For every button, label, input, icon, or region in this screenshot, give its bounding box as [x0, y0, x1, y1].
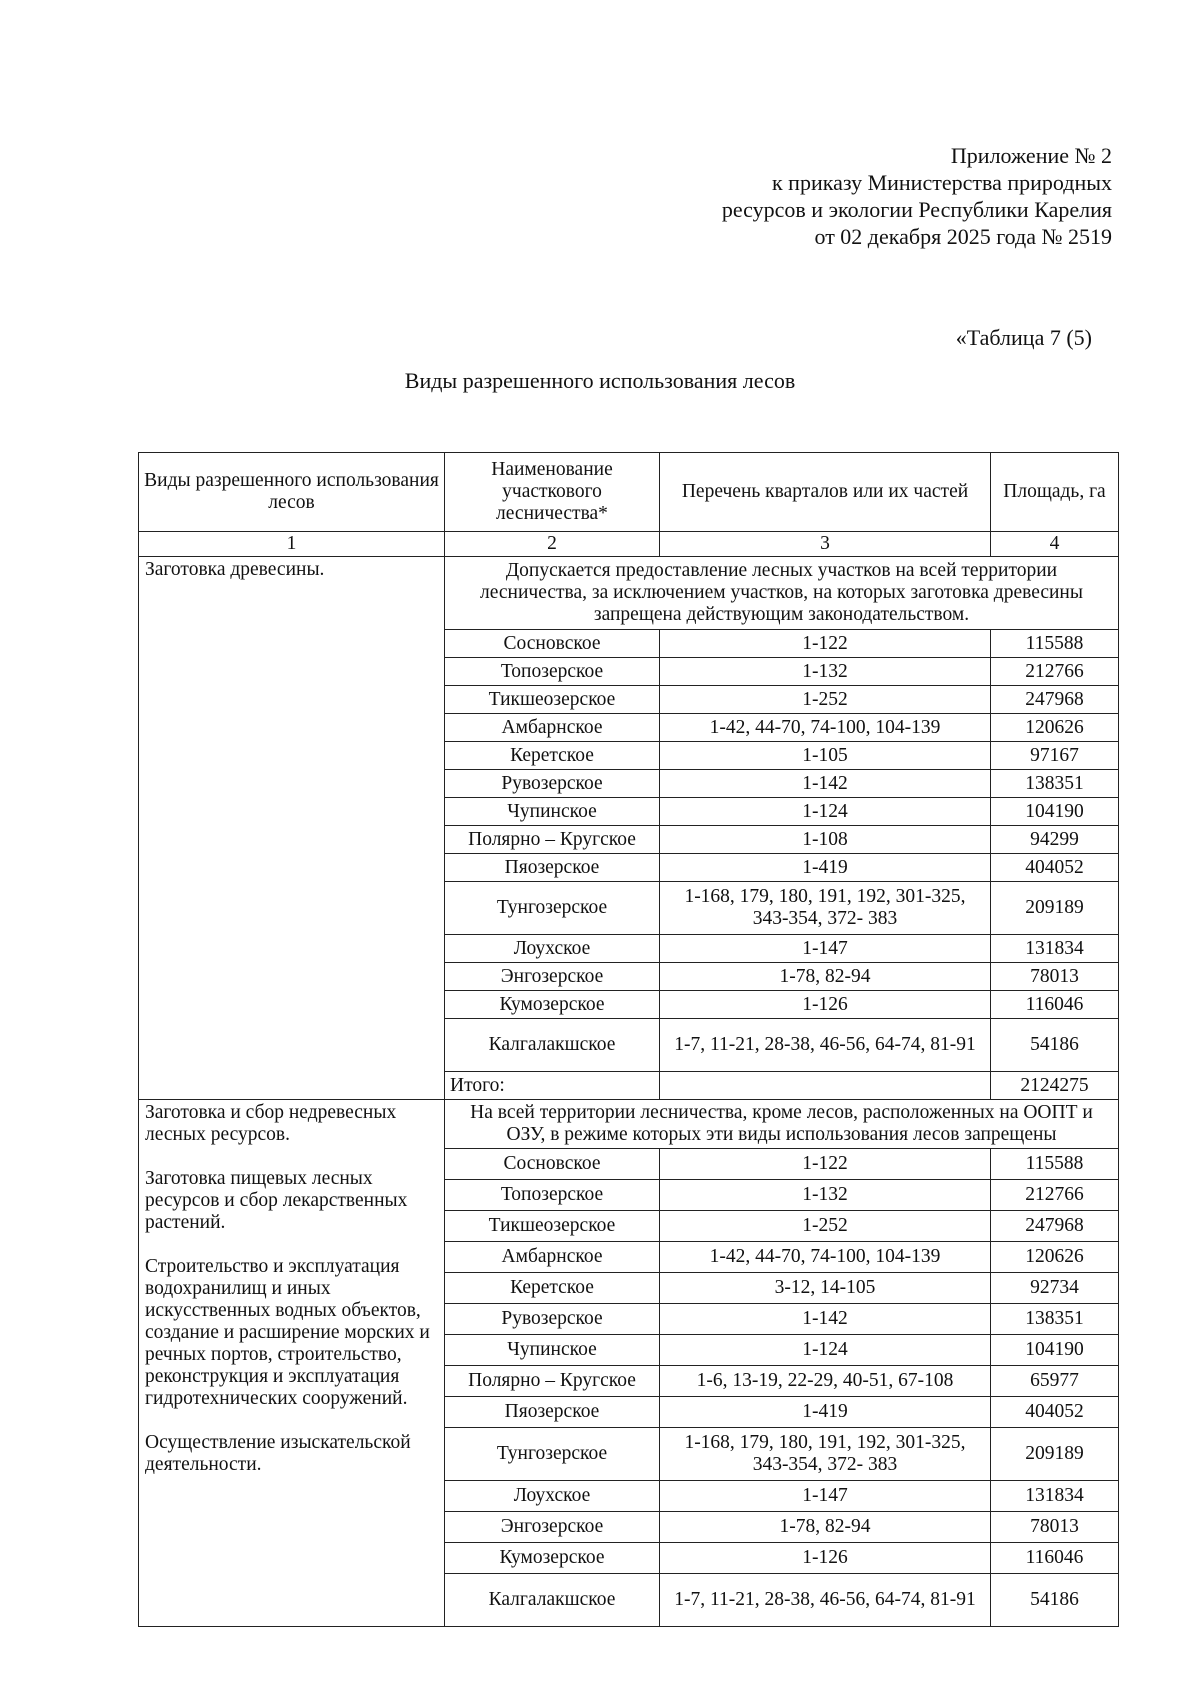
quarters-list: 1-78, 82-94	[660, 1512, 991, 1543]
quarters-list: 1-168, 179, 180, 191, 192, 301-325, 343-354, 372- 383	[660, 882, 991, 935]
forestry-name: Энгозерское	[445, 1512, 660, 1543]
column-number: 3	[660, 532, 991, 557]
use-type-text: Строительство и эксплуатация водохранилищ и иных искусственных водных объектов, создание и расширение морских и речных портов, строительство, реконструкция и эксплуатация гидротехнических сооружений.	[145, 1256, 430, 1409]
quarters-list: 1-122	[660, 1149, 991, 1180]
column-number: 2	[445, 532, 660, 557]
use-type-text: Заготовка пищевых лесных ресурсов и сбор лекарственных растений.	[145, 1168, 408, 1233]
table-header-row	[139, 453, 1119, 532]
table-label: «Таблица 7 (5)	[955, 325, 1092, 350]
forestry-name: Рувозерское	[445, 770, 660, 798]
area-value: 78013	[991, 1512, 1119, 1543]
page-title: Виды разрешенного использования лесов	[404, 368, 796, 393]
quarters-list: 1-168, 179, 180, 191, 192, 301-325, 343-354, 372- 383	[660, 1428, 991, 1481]
forestry-name: Лоухское	[445, 935, 660, 963]
header-area: Площадь, га	[991, 453, 1119, 532]
forestry-name: Сосновское	[445, 630, 660, 658]
area-value: 54186	[991, 1574, 1119, 1627]
forest-use-table	[138, 452, 1119, 1627]
quarters-list: 1-419	[660, 854, 991, 882]
quarters-list: 1-7, 11-21, 28-38, 46-56, 64-74, 81-91	[660, 1019, 991, 1072]
total-area: 2124275	[991, 1072, 1119, 1100]
order-ref-line: к приказу Министерства природных	[771, 170, 1112, 195]
header-forestry-name: Наименование участкового лесничества*	[445, 453, 660, 532]
quarters-list: 1-419	[660, 1397, 991, 1428]
area-value: 120626	[991, 1242, 1119, 1273]
forestry-name: Энгозерское	[445, 963, 660, 991]
area-value: 209189	[991, 1428, 1119, 1481]
column-number-row	[139, 532, 1119, 557]
section-note-row	[139, 557, 1119, 630]
quarters-list: 1-78, 82-94	[660, 963, 991, 991]
quarters-list: 1-108	[660, 826, 991, 854]
forestry-name: Чупинское	[445, 798, 660, 826]
area-value: 94299	[991, 826, 1119, 854]
forestry-name: Пяозерское	[445, 1397, 660, 1428]
forestry-name: Тунгозерское	[445, 882, 660, 935]
forestry-name: Тунгозерское	[445, 1428, 660, 1481]
header-use-types: Виды разрешенного использования лесов	[139, 453, 445, 532]
area-value: 212766	[991, 1180, 1119, 1211]
section-note-row	[139, 1100, 1119, 1149]
forestry-name: Кумозерское	[445, 991, 660, 1019]
area-value: 116046	[991, 991, 1119, 1019]
quarters-list: 1-252	[660, 686, 991, 714]
area-value: 97167	[991, 742, 1119, 770]
quarters-list: 1-7, 11-21, 28-38, 46-56, 64-74, 81-91	[660, 1574, 991, 1627]
area-value: 247968	[991, 1211, 1119, 1242]
forestry-name: Кумозерское	[445, 1543, 660, 1574]
quarters-list: 1-142	[660, 770, 991, 798]
forestry-name: Калгалакшское	[445, 1574, 660, 1627]
use-type-cell	[139, 1100, 445, 1627]
area-value: 247968	[991, 686, 1119, 714]
quarters-list: 1-42, 44-70, 74-100, 104-139	[660, 714, 991, 742]
area-value: 104190	[991, 1335, 1119, 1366]
quarters-list: 1-147	[660, 935, 991, 963]
use-type-text: Осуществление изыскательской деятельности.	[145, 1432, 411, 1475]
forestry-name: Амбарнское	[445, 1242, 660, 1273]
forestry-name: Амбарнское	[445, 714, 660, 742]
forestry-name: Топозерское	[445, 1180, 660, 1211]
forestry-name: Топозерское	[445, 658, 660, 686]
area-value: 131834	[991, 1481, 1119, 1512]
area-value: 131834	[991, 935, 1119, 963]
area-value: 65977	[991, 1366, 1119, 1397]
area-value: 404052	[991, 1397, 1119, 1428]
quarters-list: 1-6, 13-19, 22-29, 40-51, 67-108	[660, 1366, 991, 1397]
quarters-list: 1-147	[660, 1481, 991, 1512]
area-value: 120626	[991, 714, 1119, 742]
forestry-name: Лоухское	[445, 1481, 660, 1512]
quarters-list: 1-142	[660, 1304, 991, 1335]
appendix-number: Приложение № 2	[950, 143, 1112, 168]
forestry-name: Пяозерское	[445, 854, 660, 882]
quarters-list: 1-126	[660, 1543, 991, 1574]
forestry-name: Чупинское	[445, 1335, 660, 1366]
area-value: 138351	[991, 1304, 1119, 1335]
forestry-name: Тикшеозерское	[445, 686, 660, 714]
quarters-list: 1-132	[660, 1180, 991, 1211]
forestry-name: Полярно – Кругское	[445, 1366, 660, 1397]
section-note: Допускается предоставление лесных участков на всей территории лесничества, за исключением участков, на которых заготовка древесины запрещена действующим законодательством.	[445, 557, 1119, 630]
quarters-list: 1-252	[660, 1211, 991, 1242]
column-number: 1	[139, 532, 445, 557]
use-type-cell: Заготовка древесины.	[139, 557, 445, 1100]
area-value: 115588	[991, 630, 1119, 658]
area-value: 54186	[991, 1019, 1119, 1072]
quarters-list: 1-124	[660, 1335, 991, 1366]
forestry-name: Рувозерское	[445, 1304, 660, 1335]
area-value: 78013	[991, 963, 1119, 991]
use-type-text: Заготовка и сбор недревесных лесных ресурсов.	[145, 1102, 397, 1145]
order-date-line: от 02 декабря 2025 года № 2519	[814, 224, 1112, 249]
area-value: 115588	[991, 1149, 1119, 1180]
forestry-name: Керетское	[445, 1273, 660, 1304]
header-quarters-list: Перечень кварталов или их частей	[660, 453, 991, 532]
area-value: 212766	[991, 658, 1119, 686]
quarters-list: 1-42, 44-70, 74-100, 104-139	[660, 1242, 991, 1273]
area-value: 209189	[991, 882, 1119, 935]
area-value: 92734	[991, 1273, 1119, 1304]
area-value: 104190	[991, 798, 1119, 826]
forestry-name: Сосновское	[445, 1149, 660, 1180]
quarters-list: 3-12, 14-105	[660, 1273, 991, 1304]
quarters-list: 1-122	[660, 630, 991, 658]
appendix-header	[722, 142, 1112, 250]
forestry-name: Керетское	[445, 742, 660, 770]
forestry-name: Калгалакшское	[445, 1019, 660, 1072]
ministry-line: ресурсов и экологии Республики Карелия	[721, 197, 1112, 222]
total-quarters-empty	[660, 1072, 991, 1100]
quarters-list: 1-105	[660, 742, 991, 770]
quarters-list: 1-126	[660, 991, 991, 1019]
section-note: На всей территории лесничества, кроме лесов, расположенных на ООПТ и ОЗУ, в режиме которых эти виды использования лесов запрещены	[445, 1100, 1119, 1149]
area-value: 138351	[991, 770, 1119, 798]
column-number: 4	[991, 532, 1119, 557]
area-value: 116046	[991, 1543, 1119, 1574]
quarters-list: 1-124	[660, 798, 991, 826]
forestry-name: Тикшеозерское	[445, 1211, 660, 1242]
total-label: Итого:	[445, 1072, 660, 1100]
area-value: 404052	[991, 854, 1119, 882]
forestry-name: Полярно – Кругское	[445, 826, 660, 854]
quarters-list: 1-132	[660, 658, 991, 686]
